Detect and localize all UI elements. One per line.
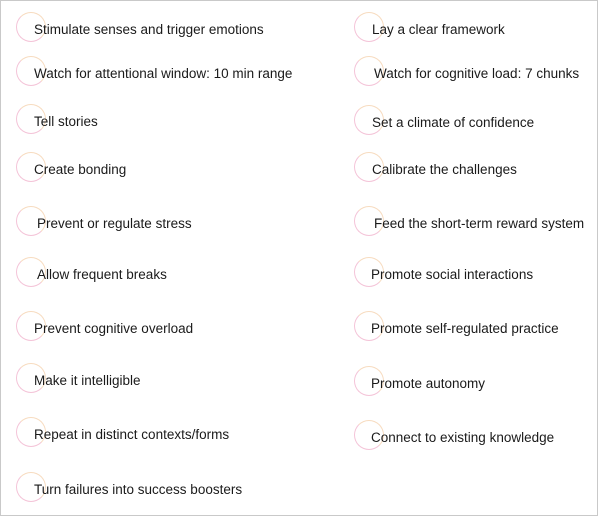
item-label: Feed the short-term reward system (374, 215, 585, 231)
list-item-left-3 (16, 152, 127, 186)
item-label: Promote social interactions (371, 266, 534, 282)
list-item-right-7 (354, 366, 486, 400)
item-label: Tell stories (34, 113, 98, 129)
item-label: Allow frequent breaks (37, 266, 167, 282)
list-item-right-1 (354, 56, 580, 90)
item-label: Promote self-regulated practice (371, 320, 559, 336)
item-label: Repeat in distinct contexts/forms (34, 426, 230, 442)
list-item-right-0 (354, 12, 505, 46)
list-item-right-8 (354, 420, 555, 454)
item-label: Set a climate of confidence (372, 114, 535, 130)
list-item-right-2 (354, 105, 535, 139)
list-item-left-9 (16, 472, 243, 506)
list-item-right-5 (354, 257, 534, 291)
item-label: Watch for attentional window: 10 min range (34, 65, 293, 81)
item-label: Turn failures into success boosters (34, 481, 243, 497)
list-item-left-2 (16, 104, 98, 138)
list-item-left-6 (16, 311, 194, 345)
list-item-left-4 (16, 206, 192, 240)
item-label: Make it intelligible (34, 372, 141, 388)
list-item-left-7 (16, 363, 141, 397)
item-label: Watch for cognitive load: 7 chunks (374, 65, 580, 81)
list-item-left-1 (16, 56, 293, 90)
list-item-left-8 (16, 417, 230, 451)
list-item-right-4 (354, 206, 585, 240)
list-item-right-6 (354, 311, 559, 345)
item-label: Connect to existing knowledge (371, 429, 555, 445)
item-label: Prevent or regulate stress (37, 215, 192, 231)
item-label: Prevent cognitive overload (34, 320, 194, 336)
list-item-right-3 (354, 152, 517, 186)
item-label: Calibrate the challenges (372, 161, 517, 177)
item-label: Promote autonomy (371, 375, 486, 391)
item-label: Stimulate senses and trigger emotions (34, 21, 264, 37)
list-item-left-5 (16, 257, 167, 291)
item-label: Lay a clear framework (372, 21, 505, 37)
list-item-left-0 (16, 12, 264, 46)
item-label: Create bonding (34, 161, 127, 177)
